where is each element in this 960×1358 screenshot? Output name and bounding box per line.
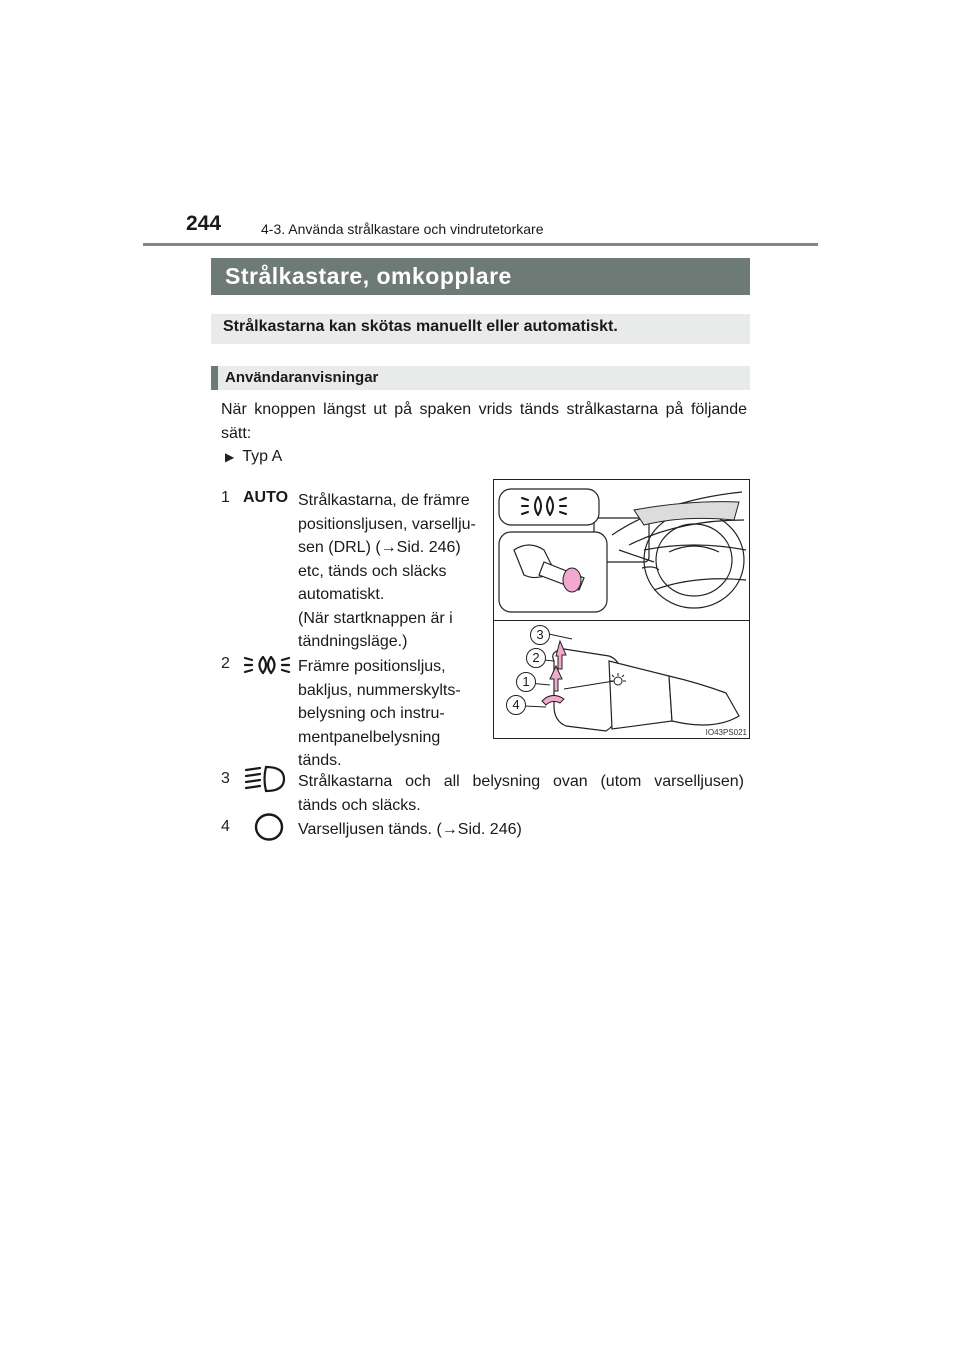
item-2-text [298,655,486,773]
item-3-line: tänds och släcks. [298,796,421,814]
item-4-text [298,818,744,842]
item-3-line: Strålkastarna och all belysning ovan (utom varselljusen) [298,773,744,790]
headlight-icon [244,765,286,793]
figure-code: IO43PS021 [705,728,747,737]
page-title: Strålkastare, omkopplare [225,263,512,289]
item-number-3: 3 [221,770,230,787]
item-4-line: Varselljusen tänds. (→Sid. 246) [298,821,522,838]
subheading-bar [211,366,750,390]
body-text: När knoppen längst ut på spaken vrids tänds strålkastarna på följande sätt: [221,401,747,442]
daytime-running-light-icon [253,812,285,842]
item-1-line: automatiskt. [298,586,385,603]
auto-label: AUTO [243,489,289,506]
item-2-line: bakljus, nummerskylts- [298,681,461,699]
item-1-line: positionsljusen, varsellju- [298,515,476,533]
item-number-1: 1 [221,489,230,506]
section-title: 4-3. Använda strålkastare och vindrutetorkare [261,221,544,237]
item-1-line: sen (DRL) (→Sid. 246) [298,539,461,556]
item-2-line: Främre positionsljus, [298,658,446,675]
item-1-line: Strålkastarna, de främre [298,492,470,509]
triangle-bullet-icon: ▶ [225,450,235,464]
intro-text: Strålkastarna kan skötas manuellt eller automatiskt. [223,318,618,335]
item-1-line: (När startknappen är i [298,609,453,627]
subheading: Användaranvisningar [225,369,379,386]
dashboard-illustration [494,480,749,620]
callout-1: 1 [516,672,536,692]
item-number-4: 4 [221,818,230,835]
item-1-text [298,489,486,654]
callout-4: 4 [506,695,526,715]
figure-lever-illustration [493,479,750,739]
item-3-text [298,770,744,817]
type-label-text: Typ A [242,448,283,465]
callout-3: 3 [530,625,550,645]
header-rule [143,243,818,246]
page-number: 244 [186,212,222,235]
callout-2: 2 [526,648,546,668]
item-2-line: tänds. [298,752,342,769]
item-1-line: etc, tänds och släcks [298,562,447,580]
item-2-line: belysning och instru- [298,705,445,722]
intro-box [211,314,750,344]
position-light-icon [243,654,291,676]
type-label [225,448,282,466]
item-1-line: tändningsläge.) [298,633,408,650]
title-bar [211,258,750,295]
subheading-accent [211,366,218,390]
item-number-2: 2 [221,655,230,672]
item-2-line: mentpanelbelysning [298,728,441,746]
